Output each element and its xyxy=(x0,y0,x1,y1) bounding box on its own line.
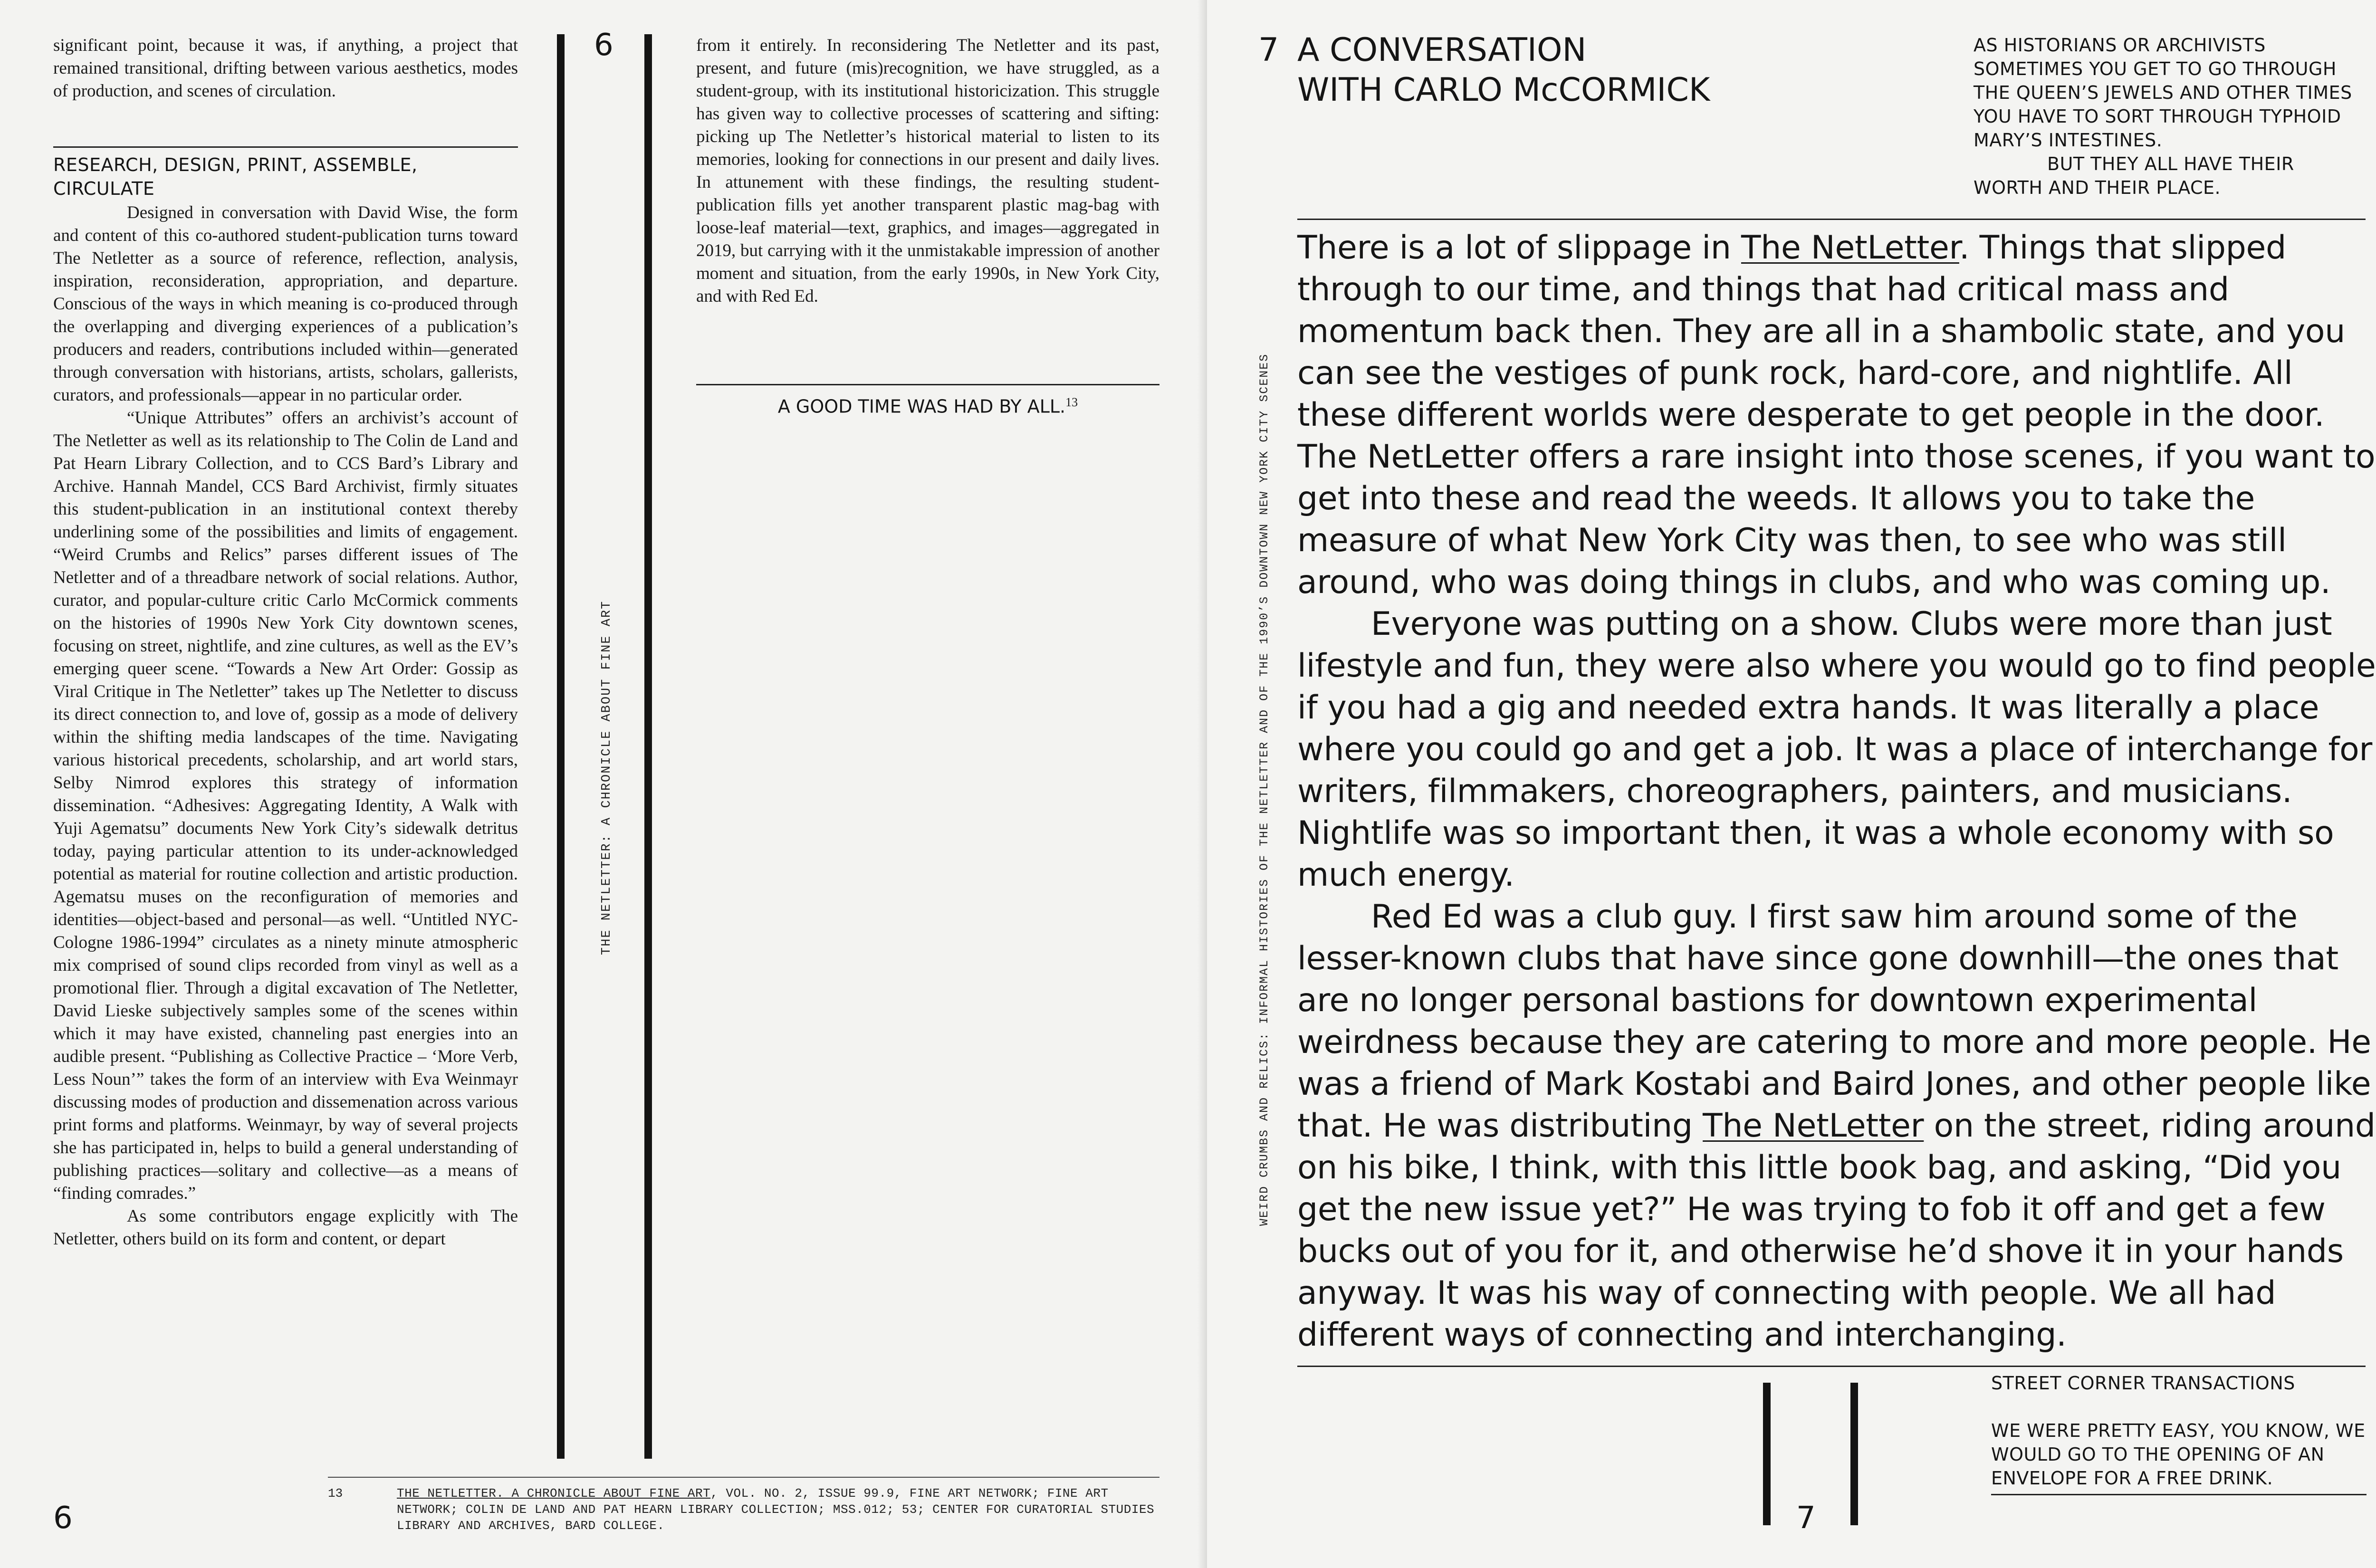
vertical-bar-right xyxy=(1850,1383,1858,1525)
publication-title: The NetLetter xyxy=(1741,229,1959,267)
body-paragraph: Designed in conversation with David Wise, the form and content of this co-authored student-publication turns toward The Netletter as a source of reference, reflection, analysis, inspiration, reconsideration, appropriation, and departure. Conscious of the ways in which meaning is co-produced through the overlapping and diverging experiences of a publication’s producers and readers, contributions included within—generated through conversation with historians, artists, scholars, gallerists, curators, and professionals—appear in no particular order. xyxy=(53,203,518,405)
vertical-bar-left xyxy=(1763,1383,1771,1525)
folio-bottom: 6 xyxy=(53,1501,73,1536)
footnote-rule xyxy=(328,1477,1159,1478)
column-2-body: from it entirely. In reconsidering The Netletter and its past, present, and future (mis)recognition, we have struggled, as a student-group, with its institutional historicization. This struggle has given way to collective processes of scattering and sifting: picking up The Netletter’s historical material to listen to its memories, looking for connections in our present and daily lives. In attunement with these findings, the resulting student-publication fills yet another transparent plastic mag-bag with loose-leaf material—text, graphics, and images—aggregated in 2019, but carrying with it the unmistakable impression of another moment and situation, from the early 1990s, in New York City, and with Red Ed. xyxy=(696,36,1159,306)
side-heading: STREET CORNER TRANSACTIONS xyxy=(1991,1373,2295,1394)
pull-quote-text: A GOOD TIME WAS HAD BY ALL. xyxy=(777,396,1066,417)
vertical-bar-left xyxy=(557,34,565,1459)
interview-paragraph: Everyone was putting on a show. Clubs were more than just lifestyle and fun, they were also where you would go to find people if you had a gig and needed extra hands. It was literally a place where you could go and get a job. It was a place of interchange for writers, filmmakers, choreographers, painters, and musicians. Nightlife was so important then, it was a whole economy with so much energy. xyxy=(1297,605,2376,894)
publication-title: The NetLetter xyxy=(1703,1107,1924,1145)
right-page xyxy=(1207,0,2376,1568)
interview-paragraph: There is a lot of slippage in The NetLetter. Things that slipped through to our time, and things that had critical mass and momentum back then. They are all in a shambolic state, and you can see the vestiges of punk rock, hard-core, and nightlife. All these different worlds were desperate to get people in the door. The NetLetter offers a rare insight into those scenes, if you want to get into these and read the weeds. It allows you to take the measure of what New York City was then, to see who was still around, who was doing things in clubs, and who was coming up. xyxy=(1297,229,2376,601)
body-paragraph: “Unique Attributes” offers an archivist’s account of The Netletter as well as its relationship to The Colin de Land and Pat Hearn Library Collection, and to CCS Bard’s Library and Archive. Hannah Mandel, CCS Bard Archivist, firmly situates this student-publication in an institutional context thereby underlining some of the possibilities and limits of engagement. “Weird Crumbs and Relics” parses different issues of The Netletter and of a threadbare network of social relations. Author, curator, and popular-culture critic Carlo McCormick comments on the histories of 1990s New York City downtown scenes, focusing on street, nightlife, and zine cultures, as well as the EV’s emerging queer scene. “Towards a New Art Order: Gossip as Viral Critique in The Netletter” takes up The Netletter to discuss its direct connection to, and love of, gossip as a mode of delivery within the shifting media landscapes of the time. Navigating various historical precedents, scholarship, and art world stars, Selby Nimrod explores this strategy of information dissemination. “Adhesives: Aggregating Identity, A Walk with Yuji Agematsu” documents New York City’s sidewalk detritus today, paying particular attention to its under-acknowledged potential as material for routine collection and artistic production. Agematsu muses on the reconfiguration of memories and identities—object-based and personal—as well. “Untitled NYC-Cologne 1986-1994” circulates as a ninety minute atmospheric mix comprised of sound clips recorded from vinyl as well as a promotional flier. Through a digital excavation of The Netletter, David Lieske subjectively samples some of the scenes within which it may have existed, channeling past energies into an audible present. “Publishing as Collective Practice – ‘More Verb, Less Noun’” takes the form of an interview with Eva Weinmayr discussing modes of production and dissemenation across various print forms and platforms. Weinmayr, by way of several projects she has participated in, helps to build a general understanding of publishing practices—solitary and collective—as a means of “finding comrades.” xyxy=(53,408,518,1203)
section-heading: RESEARCH, DESIGN, PRINT, ASSEMBLE, CIRCULATE xyxy=(53,154,418,199)
running-head-vertical: THE NETLETTER: A CHRONICLE ABOUT FINE ART xyxy=(600,600,614,955)
folio-bottom: 7 xyxy=(1796,1501,1816,1536)
body-paragraph: As some contributors engage explicitly with The Netletter, others build on its form and content, or depart xyxy=(53,1206,518,1249)
title-rule xyxy=(1297,219,2366,220)
footnote-text: , VOL. NO. 2, ISSUE 99.9, FINE ART NETWORK; FINE ART NETWORK; COLIN DE LAND AND PAT HEARN LIBRARY COLLECTION; MSS.012; 53; CENTER FOR CURATORIAL STUDIES LIBRARY AND ARCHIVES, BARD COLLEGE. xyxy=(397,1486,1155,1533)
closing-rule xyxy=(1297,1366,2366,1367)
section-number: 7 xyxy=(1258,31,1279,69)
running-head-vertical: WEIRD CRUMBS AND RELICS: INFORMAL HISTORIES OF THE NETLETTER AND OF THE 1990’S DOWNTOWN NEW YORK CITY SCENES xyxy=(1257,353,1271,1226)
footnote-reference: 13 xyxy=(1065,395,1078,409)
pull-quote xyxy=(696,389,1159,421)
side-quote-rule xyxy=(1991,1494,2366,1495)
interview-body xyxy=(1297,227,2376,1356)
column-1-body xyxy=(53,201,518,1251)
footnote xyxy=(397,1485,1159,1534)
epigraph xyxy=(1974,33,2363,200)
title-line: A CONVERSATION xyxy=(1297,31,1587,69)
vertical-bar-right xyxy=(644,34,652,1459)
pull-quote-rule xyxy=(696,384,1159,385)
article-title xyxy=(1297,30,1906,110)
interview-paragraph: Red Ed was a club guy. I first saw him around some of the lesser-known clubs that have since gone downhill—the ones that are no longer personal bastions for downtown experimental weirdness because they are catering to more and more people. He was a friend of Mark Kostabi and Baird Jones, and other people like that. He was distributing The NetLetter on the street, riding around on his bike, I think, with this little book bag, and asking, “Did you get the new issue yet?” He was trying to fob it off and get a few bucks out of you for it, and otherwise he’d shove it in your hands anyway. It was his way of connecting with people. We all had different ways of connecting and interchanging. xyxy=(1297,898,2376,1354)
footnote-number: 13 xyxy=(328,1486,343,1501)
section-rule xyxy=(53,146,518,148)
epigraph-text: BUT THEY ALL HAVE THEIR WORTH AND THEIR PLACE. xyxy=(1974,153,2294,198)
intro-text: significant point, because it was, if anything, a project that remained transitional, drifting between various aesthetics, modes of production, and scenes of circulation. xyxy=(53,36,518,101)
epigraph-text: AS HISTORIANS OR ARCHIVISTS SOMETIMES YOU GET TO GO THROUGH THE QUEEN’S JEWELS AND OTHER TIMES YOU HAVE TO SORT THROUGH TYPHOID MARY’S INTESTINES. xyxy=(1974,35,2352,151)
side-quote: WE WERE PRETTY EASY, YOU KNOW, WE WOULD GO TO THE OPENING OF AN ENVELOPE FOR A FREE DRINK. xyxy=(1991,1420,2366,1489)
footnote-title: THE NETLETTER. A CHRONICLE ABOUT FINE ART xyxy=(397,1486,711,1501)
title-line: WITH CARLO McCORMICK xyxy=(1297,71,1710,109)
folio-top: 6 xyxy=(594,28,613,63)
